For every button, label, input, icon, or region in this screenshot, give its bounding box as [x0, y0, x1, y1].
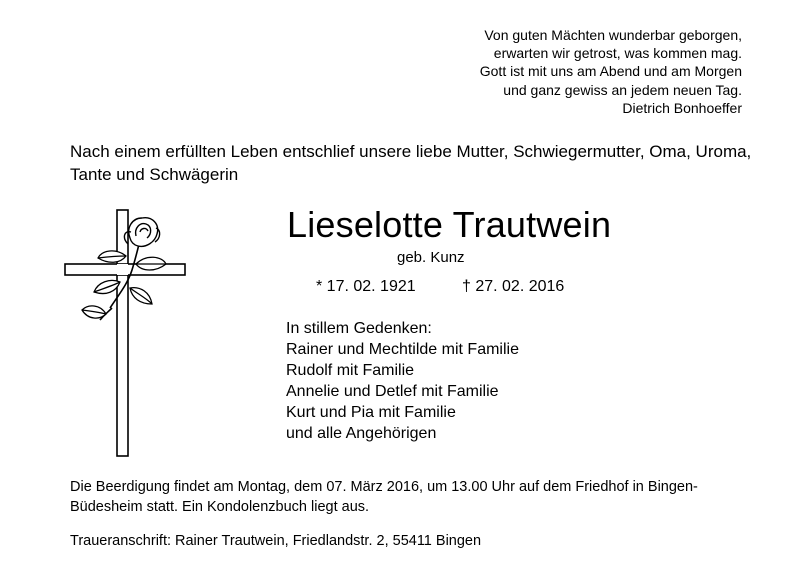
mourner-entry: Rudolf mit Familie	[286, 362, 415, 379]
mourner-entry: Annelie und Detlef mit Familie	[286, 383, 499, 400]
mourners-list	[286, 318, 519, 444]
poem-line: und ganz gewiss an jedem neuen Tag.	[503, 81, 742, 98]
bonhoeffer-poem	[480, 26, 742, 117]
death-date: † 27. 02. 2016	[462, 278, 565, 295]
mourning-address: Traueranschrift: Rainer Trautwein, Friedlandstr. 2, 55411 Bingen	[70, 533, 482, 549]
poem-line: erwarten wir getrost, was kommen mag.	[493, 45, 742, 62]
cross-with-rose-icon	[60, 208, 190, 458]
mourner-entry: Kurt und Pia mit Familie	[286, 404, 456, 421]
poem-author: Dietrich Bonhoeffer	[622, 99, 742, 116]
poem-line: Gott ist mit uns am Abend und am Morgen	[479, 63, 742, 80]
mourner-entry: und alle Angehörigen	[286, 425, 437, 442]
birth-date: * 17. 02. 1921	[316, 278, 416, 295]
birth-name: geb. Kunz	[397, 249, 465, 266]
intro-text: Nach einem erfüllten Leben entschlief unsere liebe Mutter, Schwiegermutter, Oma, Uroma, Tante und Schwägerin	[70, 142, 752, 184]
deceased-name: Lieselotte Trautwein	[287, 204, 612, 245]
poem-line: Von guten Mächten wunderbar geborgen,	[484, 27, 742, 43]
mourners-heading: In stillem Gedenken:	[286, 320, 432, 337]
funeral-info: Die Beerdigung findet am Montag, dem 07. März 2016, um 13.00 Uhr auf dem Friedhof in Bingen-Büdesheim statt. Ein Kondolenzbuch liegt aus.	[70, 479, 698, 515]
mourner-entry: Rainer und Mechtilde mit Familie	[286, 341, 519, 358]
